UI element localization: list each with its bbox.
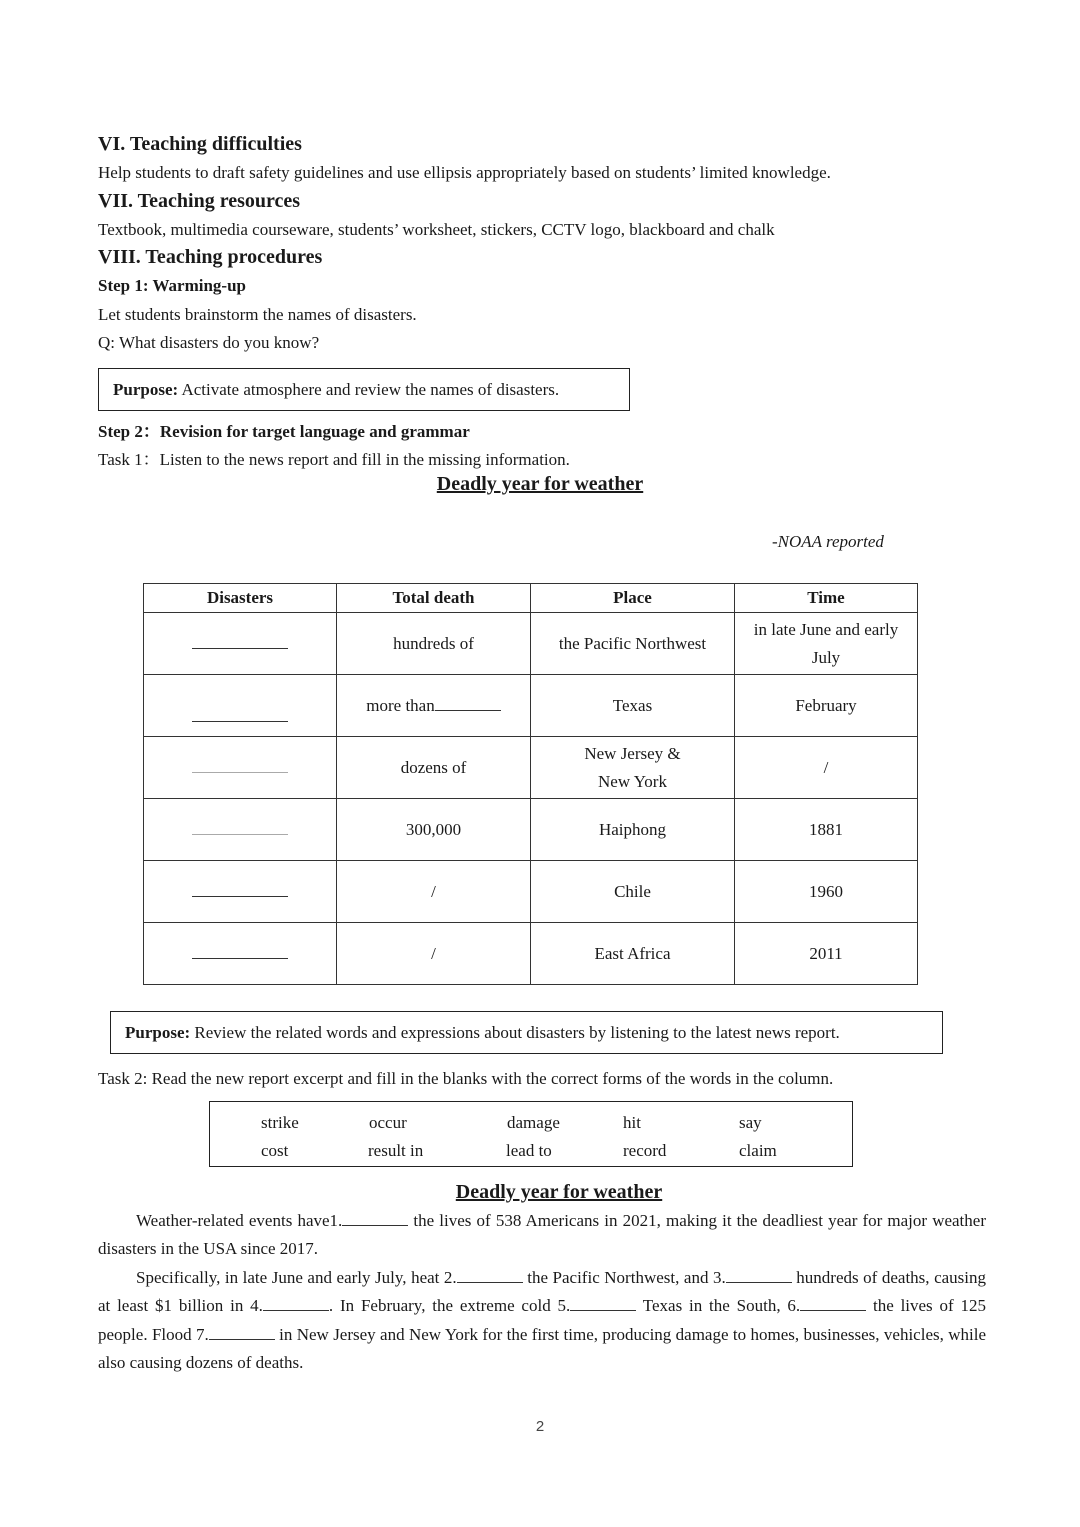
purpose-box-2	[110, 1011, 943, 1054]
table-row	[144, 613, 918, 675]
word-item: claim	[739, 1141, 777, 1160]
disaster-blank[interactable]	[144, 675, 337, 737]
purpose-box-1	[98, 368, 630, 411]
blank-4[interactable]	[263, 1296, 329, 1311]
blank-1[interactable]	[342, 1211, 408, 1226]
time-cell: 1881	[735, 799, 918, 861]
blank-3[interactable]	[726, 1268, 792, 1283]
time-cell: 1960	[735, 861, 918, 923]
step1-line1: Let students brainstorm the names of disasters.	[98, 305, 417, 324]
purpose-label-2: Purpose:	[125, 1023, 191, 1042]
time-cell: /	[735, 737, 918, 799]
blank-5[interactable]	[570, 1296, 636, 1311]
passage-title: Deadly year for weather	[455, 1181, 663, 1203]
place-cell: Chile	[531, 861, 735, 923]
word-item: hit	[623, 1113, 641, 1132]
passage-paragraph-2: Specifically, in late June and early July, heat 2. the Pacific Northwest, and 3. hundreds of deaths, causing at least $1 billion in 4. . In February, the extreme cold 5. Texas in the South, 6. the lives of 125 people. Flood 7. in New Jersey and New York for the first time, producing damage to homes, businesses, vehicles, while also causing dozens of deaths.	[98, 1268, 987, 1372]
word-item: damage	[507, 1113, 560, 1132]
section-vi-heading: VI. Teaching difficulties	[98, 133, 302, 155]
word-item: strike	[261, 1113, 299, 1132]
purpose-text-2	[125, 1023, 840, 1043]
death-cell: /	[337, 923, 531, 985]
death-cell: 300,000	[337, 799, 531, 861]
disaster-blank[interactable]	[144, 799, 337, 861]
table-header-row	[144, 584, 918, 613]
disaster-blank[interactable]	[144, 613, 337, 675]
time-cell: 2011	[735, 923, 918, 985]
passage-paragraph-1: Weather-related events have1. the lives of 538 Americans in 2021, making it the deadliest year for major weather disasters in the USA since 2017.	[98, 1211, 986, 1259]
place-cell: Texas	[531, 675, 735, 737]
purpose-text-1	[113, 380, 559, 400]
blank-2[interactable]	[457, 1268, 523, 1283]
death-blank[interactable]	[435, 696, 501, 711]
place-cell: New Jersey & New York	[531, 737, 735, 799]
death-cell: more than	[337, 675, 531, 737]
place-cell: Haiphong	[531, 799, 735, 861]
task1-instruction: Task 1：Listen to the news report and fill in the missing information.	[98, 450, 570, 469]
table-row	[144, 799, 918, 861]
header-place: Place	[531, 584, 735, 613]
header-time: Time	[735, 584, 918, 613]
word-item: say	[739, 1113, 762, 1132]
place-cell: East Africa	[531, 923, 735, 985]
blank-6[interactable]	[800, 1296, 866, 1311]
word-item: result in	[368, 1141, 424, 1160]
step2-title: Step 2：Revision for target language and grammar	[98, 422, 470, 441]
section-viii-heading: VIII. Teaching procedures	[98, 246, 323, 268]
step1-title: Step 1: Warming-up	[98, 276, 246, 295]
table-row	[144, 923, 918, 985]
death-cell: dozens of	[337, 737, 531, 799]
blank-7[interactable]	[209, 1325, 275, 1340]
disaster-blank[interactable]	[144, 861, 337, 923]
purpose-body-1: Activate atmosphere and review the names of disasters.	[181, 380, 560, 399]
word-item: record	[623, 1141, 667, 1160]
source-note: -NOAA reported	[772, 532, 884, 551]
disaster-blank[interactable]	[144, 737, 337, 799]
header-disasters: Disasters	[144, 584, 337, 613]
disaster-blank[interactable]	[144, 923, 337, 985]
word-item: cost	[261, 1141, 289, 1160]
table-row	[144, 737, 918, 799]
section-vii-text: Textbook, multimedia courseware, students’ worksheet, stickers, CCTV logo, blackboard and chalk	[98, 220, 775, 239]
time-cell: in late June and early July	[735, 613, 918, 675]
table-title: Deadly year for weather	[436, 473, 644, 495]
word-bank	[209, 1101, 853, 1167]
table-row	[144, 861, 918, 923]
table-row	[144, 675, 918, 737]
death-cell: hundreds of	[337, 613, 531, 675]
death-cell: /	[337, 861, 531, 923]
purpose-label-1: Purpose:	[113, 380, 179, 399]
word-item: occur	[369, 1113, 407, 1132]
section-vii-heading: VII. Teaching resources	[98, 190, 301, 212]
place-cell: the Pacific Northwest	[531, 613, 735, 675]
page-number: 2	[535, 1418, 545, 1435]
word-item: lead to	[506, 1141, 552, 1160]
task2-instruction: Task 2: Read the new report excerpt and fill in the blanks with the correct forms of the words in the column.	[98, 1069, 834, 1088]
header-total-death: Total death	[337, 584, 531, 613]
disaster-table	[143, 583, 918, 985]
time-cell: February	[735, 675, 918, 737]
purpose-body-2: Review the related words and expressions about disasters by listening to the latest news report.	[194, 1023, 840, 1042]
step1-line2: Q: What disasters do you know?	[98, 333, 320, 352]
section-vi-text: Help students to draft safety guidelines and use ellipsis appropriately based on students’ limited knowledge.	[98, 163, 831, 182]
